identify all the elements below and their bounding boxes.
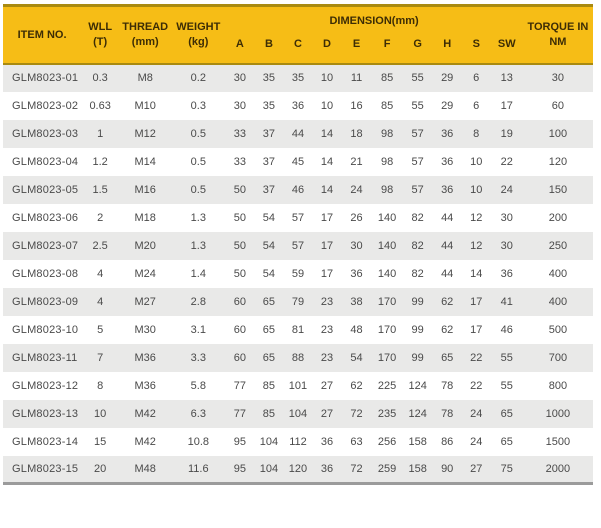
cell-weight: 6.3 xyxy=(190,407,206,420)
cell-wll: 1 xyxy=(97,127,104,140)
cell-thread: M10 xyxy=(134,99,156,112)
cell-dim-g: 57 xyxy=(411,183,424,196)
cell-dim-a: 33 xyxy=(233,127,246,140)
cell-dim-sw: 30 xyxy=(500,211,513,224)
cell-torque: 100 xyxy=(548,127,568,140)
cell-dim-b: 37 xyxy=(262,155,276,168)
cell-dim-f: 98 xyxy=(380,155,394,168)
cell-dim-a: 77 xyxy=(233,379,246,392)
col-header-weight xyxy=(171,6,225,64)
cell-dim-f: 170 xyxy=(377,351,397,364)
cell-item-no: GLM8023-08 xyxy=(12,267,79,280)
col-header-dim-sw: SW xyxy=(491,32,523,64)
cell-dim-s: 6 xyxy=(473,99,480,112)
cell-weight: 3.1 xyxy=(190,323,206,336)
cell-dim-c: 57 xyxy=(291,239,305,252)
cell-item-no: GLM8023-15 xyxy=(12,462,79,475)
cell-weight: 1.3 xyxy=(190,211,206,224)
col-header-dim-a: A xyxy=(225,32,254,64)
cell-dim-sw: 24 xyxy=(500,183,513,196)
cell-dim-s: 22 xyxy=(470,351,483,364)
cell-dim-g: 82 xyxy=(411,239,424,252)
cell-dim-d: 36 xyxy=(320,462,334,475)
cell-weight: 0.3 xyxy=(190,99,206,112)
cell-dim-g: 57 xyxy=(411,155,424,168)
col-header-dim-d: D xyxy=(312,32,341,64)
cell-dim-b: 54 xyxy=(262,239,276,252)
table-row xyxy=(3,92,593,120)
cell-dim-b: 85 xyxy=(262,379,276,392)
cell-dim-sw: 55 xyxy=(500,351,513,364)
cell-dim-c: 57 xyxy=(291,211,305,224)
cell-dim-s: 24 xyxy=(470,435,483,448)
cell-dim-h: 62 xyxy=(441,323,454,336)
cell-dim-c: 36 xyxy=(291,99,305,112)
cell-item-no: GLM8023-09 xyxy=(12,295,79,308)
table-row xyxy=(3,64,593,92)
cell-dim-e: 54 xyxy=(350,351,363,364)
col-header-torque-line1: TORQUE IN xyxy=(527,21,589,34)
cell-dim-e: 72 xyxy=(350,462,363,475)
table-row xyxy=(3,400,593,428)
cell-item-no: GLM8023-11 xyxy=(12,351,78,364)
cell-dim-e: 63 xyxy=(350,435,363,448)
cell-dim-sw: 65 xyxy=(500,407,513,420)
cell-thread: M42 xyxy=(134,435,156,448)
cell-dim-f: 170 xyxy=(377,323,397,336)
cell-dim-f: 140 xyxy=(377,211,397,224)
table-row xyxy=(3,456,593,484)
cell-dim-f: 235 xyxy=(377,407,397,420)
cell-dim-s: 10 xyxy=(470,183,483,196)
cell-dim-s: 8 xyxy=(473,127,480,140)
col-header-dim-s: S xyxy=(462,32,491,64)
cell-dim-a: 60 xyxy=(233,295,246,308)
cell-weight: 0.5 xyxy=(190,183,206,196)
cell-dim-c: 112 xyxy=(289,435,307,448)
cell-dim-d: 17 xyxy=(320,211,334,224)
cell-weight: 1.3 xyxy=(190,239,206,252)
cell-dim-h: 44 xyxy=(441,211,454,224)
cell-wll: 2 xyxy=(97,211,104,224)
cell-dim-a: 60 xyxy=(233,323,246,336)
cell-dim-a: 33 xyxy=(233,155,246,168)
cell-dim-s: 22 xyxy=(470,379,483,392)
cell-dim-f: 140 xyxy=(377,239,397,252)
cell-dim-e: 21 xyxy=(350,155,363,168)
cell-dim-f: 259 xyxy=(377,462,397,475)
cell-dim-sw: 55 xyxy=(500,379,513,392)
cell-torque: 400 xyxy=(548,267,568,280)
cell-dim-h: 29 xyxy=(441,72,454,84)
cell-dim-g: 82 xyxy=(411,211,424,224)
cell-item-no: GLM8023-10 xyxy=(12,323,79,336)
cell-dim-e: 11 xyxy=(350,72,363,84)
col-header-dim-f: F xyxy=(372,32,403,64)
cell-dim-f: 170 xyxy=(377,295,397,308)
cell-dim-c: 120 xyxy=(288,462,308,475)
cell-dim-sw: 46 xyxy=(500,323,513,336)
table-row xyxy=(3,316,593,344)
cell-dim-d: 14 xyxy=(320,183,334,196)
cell-weight: 2.8 xyxy=(190,295,206,308)
cell-thread: M36 xyxy=(134,379,156,392)
table-row xyxy=(3,344,593,372)
cell-dim-a: 95 xyxy=(233,435,246,448)
cell-thread: M30 xyxy=(134,323,156,336)
cell-dim-e: 24 xyxy=(350,183,363,196)
cell-dim-g: 158 xyxy=(408,435,427,448)
cell-thread: M48 xyxy=(134,462,156,475)
col-header-dim-h: H xyxy=(433,32,462,64)
col-group-dimension-label: DIMENSION(mm) xyxy=(329,15,419,28)
cell-torque: 150 xyxy=(548,183,568,196)
cell-dim-g: 82 xyxy=(411,267,424,280)
cell-weight: 1.4 xyxy=(190,267,206,280)
cell-dim-d: 23 xyxy=(320,323,334,336)
cell-thread: M8 xyxy=(137,72,153,84)
cell-weight: 0.5 xyxy=(190,155,206,168)
cell-torque: 500 xyxy=(548,323,568,336)
cell-dim-b: 35 xyxy=(262,99,276,112)
cell-dim-g: 99 xyxy=(411,295,424,308)
cell-torque: 1000 xyxy=(545,407,571,420)
cell-thread: M27 xyxy=(134,295,156,308)
cell-dim-sw: 19 xyxy=(500,127,513,140)
cell-dim-h: 36 xyxy=(441,155,454,168)
cell-thread: M18 xyxy=(134,211,156,224)
col-header-dim-e: E xyxy=(342,32,372,64)
table-row xyxy=(3,176,593,204)
cell-torque: 60 xyxy=(551,99,565,112)
cell-dim-b: 35 xyxy=(262,72,276,84)
cell-dim-s: 14 xyxy=(470,267,483,280)
cell-dim-b: 37 xyxy=(262,127,276,140)
spec-table xyxy=(3,4,593,485)
cell-dim-g: 124 xyxy=(408,379,427,392)
cell-dim-s: 27 xyxy=(470,462,483,475)
cell-dim-sw: 30 xyxy=(500,239,513,252)
cell-dim-h: 78 xyxy=(441,379,454,392)
cell-dim-g: 55 xyxy=(411,99,424,112)
cell-dim-a: 50 xyxy=(233,211,246,224)
cell-torque: 2000 xyxy=(545,462,571,475)
cell-weight: 11.6 xyxy=(188,462,209,475)
cell-dim-b: 65 xyxy=(262,295,276,308)
cell-weight: 3.3 xyxy=(190,351,206,364)
cell-torque: 800 xyxy=(548,379,568,392)
cell-item-no: GLM8023-03 xyxy=(12,127,79,140)
cell-dim-c: 81 xyxy=(291,323,305,336)
cell-weight: 0.5 xyxy=(190,127,206,140)
table-row xyxy=(3,428,593,456)
cell-dim-a: 30 xyxy=(233,99,246,112)
cell-dim-f: 85 xyxy=(380,72,394,84)
cell-thread: M42 xyxy=(134,407,156,420)
cell-dim-g: 57 xyxy=(411,127,424,140)
cell-dim-e: 62 xyxy=(350,379,363,392)
cell-dim-g: 158 xyxy=(408,462,427,475)
cell-dim-d: 36 xyxy=(320,435,334,448)
col-header-item-no xyxy=(3,6,81,64)
cell-dim-h: 86 xyxy=(441,435,454,448)
cell-dim-a: 77 xyxy=(233,407,246,420)
cell-dim-e: 16 xyxy=(350,99,363,112)
cell-dim-c: 104 xyxy=(288,407,308,420)
col-header-thread-line1: THREAD xyxy=(122,21,169,34)
cell-dim-h: 65 xyxy=(441,351,454,364)
cell-wll: 0.63 xyxy=(89,99,111,112)
cell-thread: M12 xyxy=(134,127,156,140)
cell-dim-h: 36 xyxy=(441,127,454,140)
col-header-thread-line2: (mm) xyxy=(131,35,159,48)
table-row xyxy=(3,148,593,176)
cell-dim-s: 6 xyxy=(473,72,480,84)
table-row xyxy=(3,204,593,232)
col-header-dim-b: B xyxy=(254,32,283,64)
cell-dim-c: 88 xyxy=(291,351,305,364)
cell-dim-c: 44 xyxy=(291,127,305,140)
cell-weight: 10.8 xyxy=(187,435,210,448)
cell-item-no: GLM8023-13 xyxy=(12,407,79,420)
table-row xyxy=(3,372,593,400)
cell-dim-b: 65 xyxy=(262,323,276,336)
col-header-item-no-label: ITEM NO. xyxy=(17,28,67,41)
cell-item-no: GLM8023-04 xyxy=(12,155,79,168)
cell-dim-f: 256 xyxy=(377,435,397,448)
cell-weight: 5.8 xyxy=(190,379,206,392)
table-row xyxy=(3,288,593,316)
cell-dim-d: 17 xyxy=(320,239,334,252)
table-row xyxy=(3,260,593,288)
cell-torque: 250 xyxy=(548,239,568,252)
col-header-torque xyxy=(523,6,593,64)
cell-dim-e: 30 xyxy=(350,239,363,252)
cell-dim-b: 85 xyxy=(262,407,276,420)
cell-dim-b: 54 xyxy=(262,267,276,280)
cell-item-no: GLM8023-07 xyxy=(12,239,79,252)
col-header-wll-line1: WLL xyxy=(88,21,113,34)
cell-wll: 20 xyxy=(94,462,107,475)
cell-torque: 700 xyxy=(548,351,568,364)
cell-dim-d: 14 xyxy=(320,127,334,140)
cell-item-no: GLM8023-01 xyxy=(12,72,79,84)
cell-dim-s: 12 xyxy=(470,239,483,252)
cell-dim-sw: 22 xyxy=(500,155,513,168)
cell-dim-sw: 75 xyxy=(500,462,513,475)
cell-dim-d: 10 xyxy=(320,99,334,112)
cell-dim-g: 124 xyxy=(408,407,427,420)
spec-table-body xyxy=(3,64,593,484)
col-header-dim-c: C xyxy=(283,32,312,64)
cell-dim-a: 95 xyxy=(233,462,246,475)
cell-dim-e: 26 xyxy=(350,211,363,224)
cell-item-no: GLM8023-12 xyxy=(12,379,79,392)
cell-dim-a: 30 xyxy=(233,72,246,84)
cell-dim-b: 104 xyxy=(259,462,279,475)
cell-dim-e: 38 xyxy=(350,295,363,308)
cell-dim-a: 50 xyxy=(233,183,246,196)
cell-dim-s: 17 xyxy=(470,323,483,336)
cell-dim-h: 29 xyxy=(441,99,454,112)
cell-torque: 1500 xyxy=(545,435,571,448)
col-header-weight-line2: (kg) xyxy=(188,35,209,48)
col-header-thread xyxy=(119,6,171,64)
cell-torque: 120 xyxy=(548,155,568,168)
table-row xyxy=(3,232,593,260)
cell-dim-g: 55 xyxy=(411,72,424,84)
cell-dim-d: 23 xyxy=(320,295,334,308)
cell-dim-a: 60 xyxy=(233,351,246,364)
cell-torque: 400 xyxy=(548,295,568,308)
cell-dim-c: 45 xyxy=(291,155,305,168)
cell-dim-h: 36 xyxy=(441,183,454,196)
cell-thread: M24 xyxy=(134,267,156,280)
cell-dim-c: 101 xyxy=(288,379,308,392)
cell-dim-h: 62 xyxy=(441,295,454,308)
cell-wll: 1.2 xyxy=(92,155,108,168)
cell-dim-c: 46 xyxy=(291,183,305,196)
cell-dim-f: 140 xyxy=(377,267,397,280)
cell-dim-d: 27 xyxy=(320,407,334,420)
cell-dim-g: 99 xyxy=(411,323,424,336)
spec-table-header xyxy=(3,6,593,64)
col-header-wll xyxy=(81,6,119,64)
cell-item-no: GLM8023-05 xyxy=(12,183,79,196)
col-group-dimension xyxy=(225,6,522,32)
cell-dim-h: 78 xyxy=(441,407,454,420)
cell-dim-e: 48 xyxy=(350,323,363,336)
cell-wll: 8 xyxy=(97,379,104,392)
cell-dim-b: 54 xyxy=(262,211,276,224)
col-header-torque-line2: NM xyxy=(549,35,567,48)
cell-dim-e: 18 xyxy=(350,127,363,140)
cell-dim-b: 37 xyxy=(262,183,276,196)
cell-wll: 0.3 xyxy=(92,72,108,84)
cell-torque: 200 xyxy=(548,211,568,224)
cell-wll: 1.5 xyxy=(92,183,108,196)
cell-dim-b: 104 xyxy=(259,435,279,448)
cell-thread: M36 xyxy=(134,351,156,364)
cell-wll: 10 xyxy=(94,407,107,420)
cell-dim-d: 17 xyxy=(320,267,334,280)
cell-dim-h: 90 xyxy=(441,462,454,475)
cell-dim-d: 10 xyxy=(320,72,334,84)
cell-dim-s: 17 xyxy=(470,295,483,308)
cell-dim-c: 79 xyxy=(291,295,305,308)
cell-wll: 5 xyxy=(97,323,104,336)
cell-dim-e: 72 xyxy=(350,407,363,420)
col-header-dim-g: G xyxy=(403,32,433,64)
cell-dim-d: 14 xyxy=(320,155,334,168)
cell-item-no: GLM8023-14 xyxy=(12,435,79,448)
col-header-weight-line1: WEIGHT xyxy=(176,21,221,34)
cell-wll: 7 xyxy=(97,351,104,364)
cell-dim-b: 65 xyxy=(262,351,276,364)
col-header-wll-line2: (T) xyxy=(93,35,108,48)
cell-thread: M20 xyxy=(134,239,156,252)
cell-dim-f: 98 xyxy=(380,127,394,140)
cell-dim-f: 85 xyxy=(380,99,394,112)
cell-dim-sw: 17 xyxy=(500,99,513,112)
cell-item-no: GLM8023-02 xyxy=(12,99,79,112)
cell-dim-a: 50 xyxy=(233,267,246,280)
cell-dim-s: 10 xyxy=(470,155,483,168)
cell-wll: 4 xyxy=(97,267,104,280)
cell-dim-s: 24 xyxy=(470,407,483,420)
cell-dim-sw: 41 xyxy=(500,295,513,308)
header-group-row xyxy=(3,6,593,32)
table-row xyxy=(3,120,593,148)
cell-dim-sw: 13 xyxy=(500,72,513,84)
cell-dim-d: 23 xyxy=(320,351,334,364)
cell-dim-c: 59 xyxy=(291,267,305,280)
cell-weight: 0.2 xyxy=(190,72,206,84)
cell-dim-sw: 65 xyxy=(500,435,513,448)
cell-torque: 30 xyxy=(551,72,565,84)
cell-wll: 15 xyxy=(94,435,107,448)
cell-dim-c: 35 xyxy=(291,72,305,84)
cell-dim-a: 50 xyxy=(233,239,246,252)
cell-dim-d: 27 xyxy=(320,379,334,392)
cell-item-no: GLM8023-06 xyxy=(12,211,79,224)
cell-dim-h: 44 xyxy=(441,267,454,280)
cell-dim-e: 36 xyxy=(350,267,363,280)
cell-thread: M16 xyxy=(134,183,156,196)
cell-dim-g: 99 xyxy=(411,351,424,364)
cell-dim-f: 98 xyxy=(380,183,394,196)
cell-dim-sw: 36 xyxy=(500,267,513,280)
cell-thread: M14 xyxy=(134,155,156,168)
cell-dim-s: 12 xyxy=(470,211,483,224)
cell-dim-f: 225 xyxy=(377,379,397,392)
cell-wll: 4 xyxy=(97,295,104,308)
cell-wll: 2.5 xyxy=(92,239,108,252)
cell-dim-h: 44 xyxy=(441,239,454,252)
